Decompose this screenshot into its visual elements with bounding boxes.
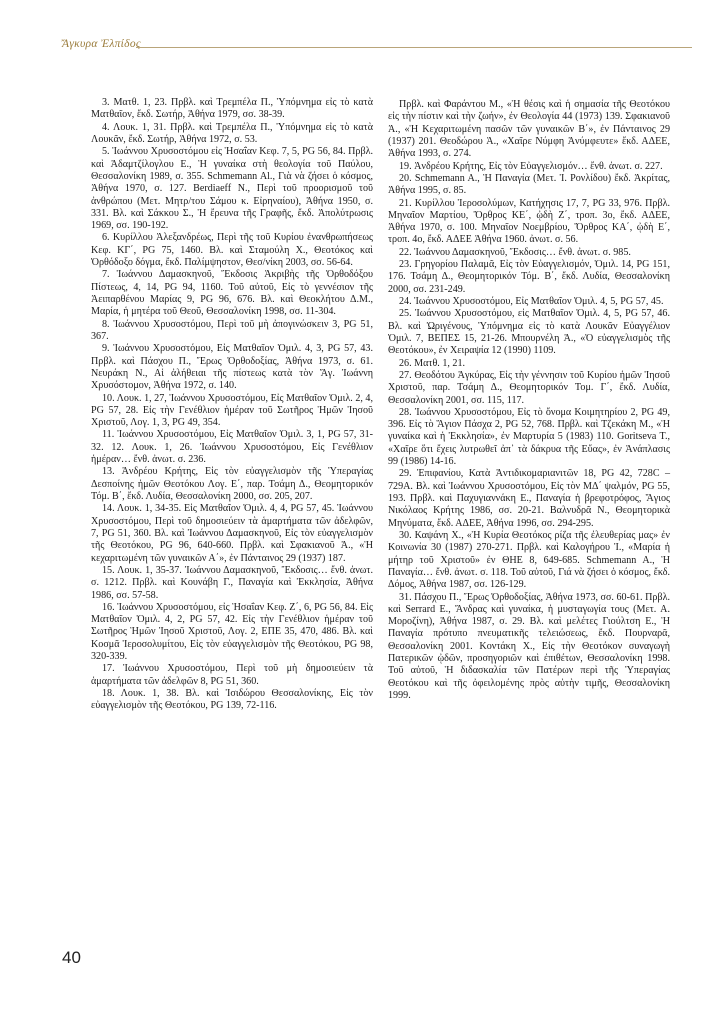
note: 26. Ματθ. 1, 21. (399, 357, 466, 369)
note: 19. Ἀνδρέου Κρήτης, Εἰς τὸν Εὐαγγελισμόν… ἔνθ. ἀνωτ. σ. 227. (399, 160, 663, 172)
note: 6. Κυρίλλου Ἀλεξανδρέως, Περὶ τῆς τοῦ Κυρίου ἐνανθρωπήσεως Κεφ. ΚΓ΄, PG 75, 1460. Βλ. καὶ Σταμούλη Χ., Θεοτόκος καὶ Ὀρθόδοξο δόγμα, ἔκδ. Παλίμψηστον, Θεσ/νίκη 2003, σσ. 56-64. (91, 232, 373, 269)
note: 18. Λουκ. 1, 38. Βλ. καὶ Ἰσιδώρου Θεσσαλονίκης, Εἰς τὸν εὐαγγελισμὸν τῆς Θεοτόκου, PG 139, 72-116. (91, 688, 373, 712)
notes-column-right (388, 99, 670, 702)
note: 21. Κυρίλλου Ἱεροσολύμων, Κατήχησις 17, 7, PG 33, 976. Πρβλ. Μηναῖον Μαρτίου, Ὄρθρος ΚΕ΄, ᾠδὴ Ζ΄, τροπ. 3ο, ἔκδ. ΑΔΕΕ, Ἀθήνα 1970, σ. 100. Μηναῖον Νοεμβρίου, Ὄρθρος ΚΑ΄, ᾠδὴ Ε΄, τροπ. 4ο, ἔκδ. ΑΔΕΕ Ἀθήνα 1960. ἀνωτ. σ. 56. (388, 197, 670, 246)
note: 8. Ἰωάννου Χρυσοστόμου, Περὶ τοῦ μὴ ἀπογινώσκειν 3, PG 51, 367. (91, 318, 373, 342)
running-header (62, 38, 692, 58)
header-rule (136, 47, 692, 48)
running-header-title: Ἄγκυρα Ἐλπίδος (62, 38, 141, 50)
note: 30. Καψάνη Χ., «Ἡ Κυρία Θεοτόκος ρίζα τῆς ἐλευθερίας μας» ἐν Κοινωνία 30 (1987) 270-271. Πρβλ. καὶ Καλογήρου Ἰ., «Μαρία ἡ μήτηρ τοῦ Χριστοῦ» ἐν ΘΗΕ 8, 649-685. Schmemann A., Ἡ Παναγία… ἔνθ. ἀνωτ. σ. 118. Τοῦ αὐτοῦ, Γιά νὰ ζήσει ὁ κόσμος, ἔκδ. Δόμος, Ἀθήνα 1987, σσ. 126-129. (388, 529, 670, 591)
note: 14. Λουκ. 1, 34-35. Εἰς Ματθαῖον Ὁμιλ. 4, 4, PG 57, 45. Ἰωάννου Χρυσοστόμου, Περὶ τοῦ δημοσιεύειν τὰ ἁμαρτήματα τῶν ἀδελφῶν, 7, PG 51, 360. Βλ. καὶ Ἰωάννου Δαμασκηνοῦ, Εἰς τὸν εὐαγγελισμὸν τῆς Θεοτόκου, PG 96, 640-660. Πρβλ. καὶ Σφακιανοῦ Ἀ., «Ἡ κεχαριτωμένη τῶν γυναικῶν Α΄», ἐν Πάνταινος 29 (1937) 187. (91, 503, 373, 564)
note: 5. Ἰωάννου Χρυσοστόμου εἰς Ἡσαΐαν Κεφ. 7, 5, PG 56, 84. Πρβλ. καὶ Ἀδαμτζίλογλου Ε., Ἡ γυναίκα στὴ θεολογία τοῦ Παύλου, Θεσσαλονίκη 1989, σ. 355. Schmemann Al., Γιὰ νὰ ζήσει ὁ κόσμος, Ἀθήνα 1970, σ. 127. Berdiaeff N., Περὶ τοῦ προορισμοῦ τοῦ ἀνθρώπου (Μετ. Μητρ/του Σάμου κ. Εἰρηναίου), Ἀθήνα 1950, σ. 331. Βλ. καὶ Σάκκου Σ., Ἡ ἔρευνα τῆς Γραφῆς, ἔκδ. Ἀπολύτρωσις 1969, σσ. 190-192. (91, 146, 373, 232)
note: 24. Ἰωάννου Χρυσοστόμου, Εἰς Ματθαῖον Ὁμιλ. 4, 5, PG 57, 45. (399, 296, 664, 307)
note: 7. Ἰωάννου Δαμασκηνοῦ, Ἔκδοσις Ἀκριβὴς τῆς Ὀρθοδόξου Πίστεως, 4, 14, PG 94, 1160. Τοῦ αὐτοῦ, Εἰς τὸ γεννέσιον τῆς Ἀειπαρθένου Μαρίας 9, PG 96, 676. Βλ. καὶ Θεοκλήτου Δ.Μ., Μαρία, ἡ μητέρα τοῦ Θεοῦ, Θεσσαλονίκη 1998, σσ. 11-304. (91, 269, 373, 318)
note: 10. Λουκ. 1, 27, Ἰωάννου Χρυσοστόμου, Εἰς Ματθαῖον Ὁμιλ. 2, 4, PG 57, 28. Εἰς τὴν Γενέθλιον ἡμέραν τοῦ Σωτῆρος Ἡμῶν Ἰησοῦ Χριστοῦ, Λογ. 1, 3, PG 49, 354. (91, 392, 373, 429)
note: 16. Ἰωάννου Χρυσοστόμου, εἰς Ἡσαΐαν Κεφ. Ζ΄, 6, PG 56, 84. Εἰς Ματθαῖον Ὁμιλ. 4, 2, PG 57, 42. Εἰς τὴν Γενέθλιον ἡμέραν τοῦ Σωτῆρος Ἡμῶν Ἰησοῦ Χριστοῦ, Λογ. 2, ΕΠΕ 35, 470, 486. Βλ. καὶ Κοσμᾶ Ἱεροσολυμίτου, Εἰς τὸν εὐαγγελισμὸν τῆς Θεοτόκου, PG 98, 320-339. (91, 601, 373, 663)
page-number: 40 (62, 948, 81, 967)
note: 27. Θεοδότου Ἀγκύρας, Εἰς τὴν γέννησιν τοῦ Κυρίου ἡμῶν Ἰησοῦ Χριστοῦ, παρ. Τσάμη Δ., Θεομητορικόν Τομ. Γ΄, ἔκδ. Λυδία, Θεσσαλονίκη 2001, σσ. 115, 117. (388, 369, 670, 406)
note: 13. Ἀνδρέου Κρήτης, Εἰς τὸν εὐαγγελισμὸν τῆς Ὑπεραγίας Δεσποίνης ἡμῶν Θεοτόκου Λογ. Ε΄, παρ. Τσάμη Δ., Θεομητορικόν Τόμ. Β΄, ἔκδ. Λυδία, Θεσσαλονίκη 2000, σσ. 205, 207. (91, 466, 373, 502)
note: 4. Λουκ. 1, 31. Πρβλ. καὶ Τρεμπέλα Π., Ὑπόμνημα εἰς τὸ κατὰ Λουκᾶν, ἔκδ. Σωτήρ, Ἀθήνα 1972, σ. 53. (91, 121, 373, 145)
note: 28. Ἰωάννου Χρυσοστόμου, Εἰς τὸ ὄνομα Κοιμητηρίου 2, PG 49, 396. Εἰς τὸ Ἅγιον Πάσχα 2, PG 52, 768. Πρβλ. καὶ Τζεκάκη Μ., «Ἡ γυναίκα καὶ ἡ Ἐκκλησία», ἐν Μαρτυρία 5 (1983) 110. Goritseva T., «Χαῖρε ὅτι ἔχεις λυτρωθεῖ ἀπ᾽ τὰ δάκρυα τῆς Εὔας», ἐν Ἀνάπλασις 99 (1986) 14-16. (388, 406, 670, 468)
note: Πρβλ. καὶ Φαράντου Μ., «Ἡ θέσις καὶ ἡ σημασία τῆς Θεοτόκου εἰς τὴν πίστιν καὶ τὴν ζωήν», ἐν Θεολογία 44 (1973) 139. Σφακιανοῦ Ἀ., «Ἡ Κεχαριτωμένη πασῶν τῶν γυναικῶν Β΄», ἐν Πάνταινος 29 (1937) 201. Θεοδώρου Ἀ., «Χαῖρε Νύμφη Ἀνύμφευτε» ἔκδ. ΑΔΕΕ, Ἀθήνα 1993, σ. 274. (388, 99, 670, 160)
note: 25. Ἰωάννου Χρυσοστόμου, εἰς Ματθαῖον Ὁμιλ. 4, 5, PG 57, 46. Βλ. καὶ Ὠριγένους, Ὑπόμνημα εἰς τὸ κατὰ Λουκᾶν Εὐαγγέλιον Ὁμιλ. 7, ΒΕΠΕΣ 15, 21-26. Μπουρνέλη Ἀ., «Ὁ εὐαγγελισμὸς τῆς Θεοτόκου», ἐν Χειραψία 12 (1990) 1109. (388, 308, 670, 357)
notes-column-left (91, 97, 373, 713)
note: 3. Ματθ. 1, 23. Πρβλ. καὶ Τρεμπέλα Π., Ὑπόμνημα εἰς τὸ κατὰ Ματθαῖον, ἔκδ. Σωτήρ, Ἀθήνα 1979, σσ. 38-39. (91, 97, 373, 121)
note: 15. Λουκ. 1, 35-37. Ἰωάννου Δαμασκηνοῦ, Ἔκδοσις… ἔνθ. ἀνωτ. σ. 1212. Πρβλ. καὶ Κουνάβη Γ., Παναγία καὶ Ἐκκλησία, Ἀθήνα 1986, σσ. 57-58. (91, 564, 373, 601)
note: 22. Ἰωάννου Δαμασκηνοῦ, Ἔκδοσις… ἔνθ. ἀνωτ. σ. 985. (399, 246, 631, 258)
note: 20. Schmemann A., Ἡ Παναγία (Μετ. Ἰ. Ρονλίδου) ἔκδ. Ἀκρίτας, Ἀθήνα 1995, σ. 85. (388, 172, 670, 197)
note: 29. Ἐπιφανίου, Κατὰ Ἀντιδικομαριανιτῶν 18, PG 42, 728C – 729A. Βλ. καὶ Ἰωάννου Χρυσοστόμου, Εἰς τὸν ΜΔ΄ ψαλμόν, PG 55, 193. Πρβλ. καὶ Παχυγιαννάκη Ε., Παναγία ἡ βρεφοτρόφος, Ἅγιος Νικόλαος Κρήτης 1986, σσ. 20-21. Βαλνυδρᾶ Ν., Θεομητορικὰ Μηνύματα, ἔκδ. ΑΔΕΕ, Ἀθήνα 1996, σσ. 294-295. (388, 468, 670, 529)
note: 17. Ἰωάννου Χρυσοστόμου, Περὶ τοῦ μὴ δημοσιεύειν τὰ ἁμαρτήματα τῶν ἀδελφῶν 8, PG 51, 360. (91, 663, 373, 687)
note: 9. Ἰωάννου Χρυσοστόμου, Εἰς Ματθαῖον Ὁμιλ. 4, 3, PG 57, 43. Πρβλ. καὶ Πάσχου Π., Ἔρως Ὀρθοδοξίας, Ἀθήνα 1973, σ. 61. Νευράκη Ν., Αἱ ἀλήθειαι τῆς πίστεως κατὰ τὸν Ἅγ. Ἰωάννη Χρυσόστομον, Ἀθήνα 1972, σ. 140. (91, 343, 373, 392)
note: 11. Ἰωάννου Χρυσοστόμου, Εἰς Ματθαῖον Ὁμιλ. 3, 1, PG 57, 31-32. 12. Λουκ. 1, 26. Ἰωάννου Χρυσοστόμου, Εἰς Γενέθλιον ἡμέραν… ἔνθ. ἀνωτ. σ. 236. (91, 429, 373, 466)
note: 23. Γρηγορίου Παλαμᾶ, Εἰς τὸν Εὐαγγελισμόν, Ὁμιλ. 14, PG 151, 176. Τσάμη Δ., Θεομητορικόν Τόμ. Β΄, ἔκδ. Λυδία, Θεσσαλονίκη 2000, σσ. 231-249. (388, 259, 670, 295)
note: 31. Πάσχου Π., Ἔρως Ὀρθοδοξίας, Ἀθήνα 1973, σσ. 60-61. Πρβλ. καὶ Serrard E., Ἄνδρας καὶ γυναίκα, ἡ μυσταγωγία τους (Μετ. Α. Μοροζίνη), Ἀθήνα 1987, σ. 29. Βλ. καὶ μελέτες Γιούλτση Ε., Ἡ Παναγία πρότυπο πνευματικῆς τελειώσεως, ἔκδ. Πουρναρᾶ, Θεσσαλονίκη 2001. Κοντάκη Χ., Εἰς τὴν Θεοτόκον συναγωγὴ Πατερικῶν ᾠδῶν, προσηγοριῶν καὶ ἐπιθέτων, Θεσσαλονίκη 1998. Τοῦ αὐτοῦ, Ἡ διδασκαλία τῶν Πατέρων περὶ τῆς Ὑπεραγίας Θεοτόκου καὶ τῆς ὀφειλομένης πρὸς αὐτὴν τιμῆς, Θεσσαλονίκη 1999. (388, 591, 670, 701)
